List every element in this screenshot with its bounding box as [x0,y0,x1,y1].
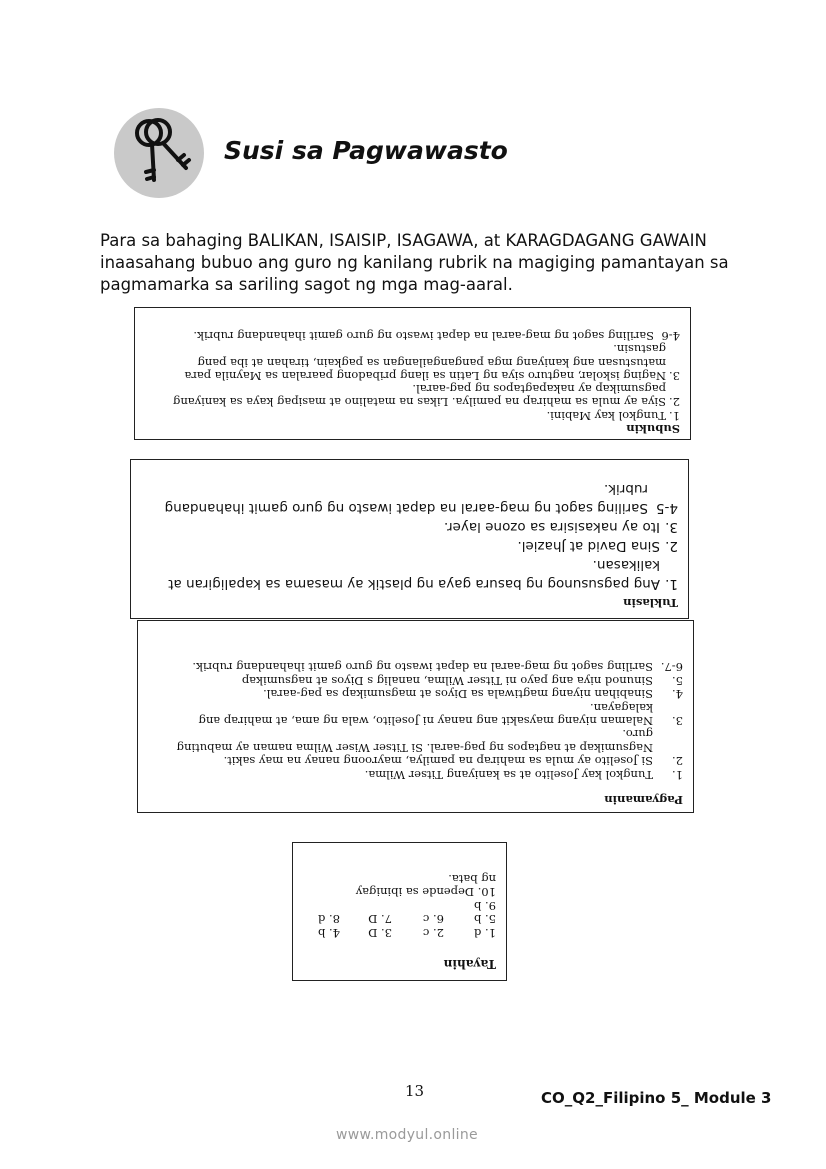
item-number: 2. [669,395,680,410]
item-number: 1. [665,576,678,592]
item-text: Sinabihan niyang magtiwala sa Diyos at magsumikap sa pag-aaral. [263,687,653,702]
tayahin-row [303,912,496,925]
item-number: 3. [672,713,683,728]
list-item [148,660,683,673]
list-item [145,342,680,382]
item-number: 1. [669,408,680,423]
answer: 2. c [422,925,444,940]
item-number: 4. [672,687,683,702]
subukin-answer-box [134,307,691,440]
item-number: 2. [665,538,678,554]
item-number: 3. [669,368,680,383]
item-text: Sina David at Jhaziel. [517,538,660,554]
item-text: Nalaman niyang maysakit ang nanay ni Joselito, wala ng ama, at mahirap ang kalagayan. [198,700,653,728]
list-item [139,517,678,536]
answer: 8. d [318,912,340,927]
answer: 3. D [368,925,392,940]
pagyamanin-answer-box [137,620,694,813]
item-text: Sariling sagot ng mag-aaral na dapat iwasto ng guro gamit ihahandang rubrik. [192,660,653,675]
answer: 10. Depende sa ibinigay ng bata. [355,871,496,900]
list-item [139,536,678,555]
item-text: Si Joselito ay mula sa mahirap na pamilya, mayroong nanay na may sakit. Nagsumikap at nagtapos ng pag-aaral. Si Titser Wiser Wilma naman ay mabuting guro. [176,727,653,769]
item-text: Sariling sagot ng mag-aaral na dapat iwasto ng guro gamit ihahandang rubrik. [164,481,648,516]
list-item [145,329,680,342]
list-item [148,767,683,780]
item-text: Sariling sagot ng mag-aaral na dapat iwasto ng guro gamit ihahandang rubrik. [193,328,654,343]
answer: 9. b [474,898,496,913]
module-code: CO_Q2_Filipino 5_ Module 3 [541,1089,772,1107]
answer: 4. b [318,925,340,940]
answer: 6. c [422,912,444,927]
item-number: 2. [672,754,683,769]
item-text: Tungkol kay Mabini. [546,408,666,423]
item-text: Naging iskolar, nagturo siya ng Latin sa ilang pribadong paaralan sa Maynila para matustusan ang kaniyang mga pangangailangan sa pagkain, tirahan at iba pang gastusin. [184,342,666,383]
item-text: Ito ay nakasisira sa ozone layer. [443,519,660,535]
list-item [148,700,683,727]
page-number: 13 [405,1082,425,1100]
item-number: 4-6 [661,328,680,343]
list-item [148,727,683,767]
answer: 1. d [474,925,496,940]
item-text: Siya ay mula sa mahirap na pamilya. Likas na matalino at masipag kaya sa kaniyang pagsumikap ay nakapagtapos ng pag-aaral. [173,382,666,410]
intro-line: inaasahang bubuo ang guro ng kanilang rubrik na magiging pamantayan sa [100,253,729,272]
intro-line: pagmamarka sa sariling sagot ng mga mag-aaral. [100,275,513,294]
list-item [145,382,680,409]
tayahin-row [303,925,496,938]
list-item [148,687,683,700]
list-item [139,555,678,593]
answer: 5. b [474,912,496,927]
list-item [145,408,680,421]
tayahin-heading: Tayahin [443,957,496,971]
item-number: 1. [672,767,683,782]
item-number: 3. [665,519,678,535]
intro-line: Para sa bahaging BALIKAN, ISAISIP, ISAGAWA, at KARAGDAGANG GAWAIN [100,231,707,250]
answer: 7. D [368,912,392,927]
tuklasin-heading: Tuklasin [623,596,678,610]
item-text: Ang pagsusunog ng basura gaya ng plastik ay masama sa kapaligiran at kalikasan. [168,557,660,592]
intro-paragraph [100,230,740,296]
subukin-heading: Subukin [626,422,680,436]
page-title: Susi sa Pagwawasto [224,136,508,165]
item-text: Tungkol kay Joselito at sa kaniyang Titser Wilma. [364,767,653,782]
watermark: www.modyul.online [336,1127,478,1143]
item-text: Sinunod niya ang payo ni Titser Wilma, nanalig s Diyos at nagsumikap [241,673,653,688]
item-number: 4-5 [655,500,678,516]
tuklasin-answer-box [130,459,689,619]
pagyamanin-heading: Pagyamanin [604,793,683,807]
list-item [148,673,683,686]
item-number: 6-7. [660,660,683,675]
tayahin-answer-box [292,842,507,981]
key-icon [114,108,204,198]
item-number: 5. [672,673,683,688]
list-item [139,479,678,517]
